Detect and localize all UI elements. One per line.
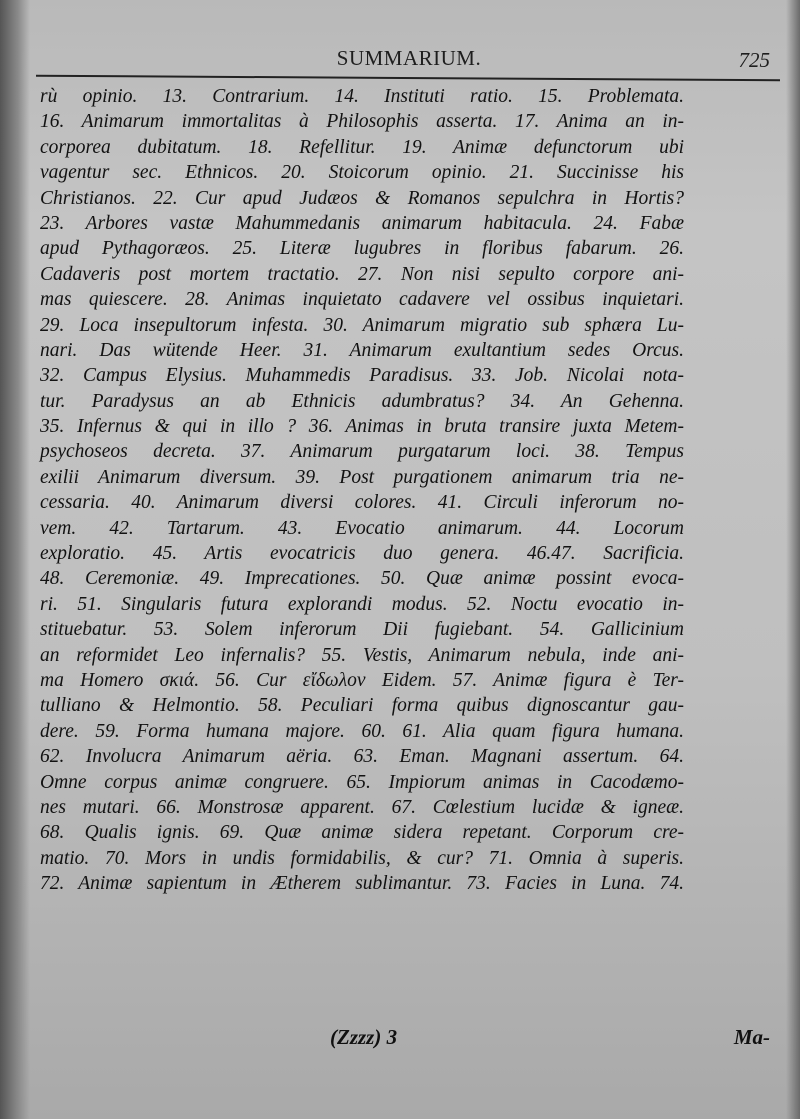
text-line: apud Pythagoræos. 25. Literæ lugubres in floribus fabarum. 26. (40, 238, 684, 260)
header-rule (36, 75, 780, 82)
text-line: an reformidet Leo infernalis? 55. Vestis, Animarum nebula, inde ani- (40, 644, 684, 666)
text-line: 16. Animarum immortalitas à Philosophis asserta. 17. Anima an in- (40, 111, 684, 133)
text-line: corporea dubitatum. 18. Refellitur. 19. Animæ defunctorum ubi (40, 136, 684, 158)
text-line: 68. Qualis ignis. 69. Quæ animæ sidera repetant. Corporum cre- (40, 822, 684, 844)
page-number: 725 (738, 48, 770, 72)
text-line: nari. Das wütende Heer. 31. Animarum exultantium sedes Orcus. (40, 339, 684, 361)
text-line: Omne corpus animæ congruere. 65. Impiorum animas in Cacodæmo- (40, 771, 684, 793)
text-line: tulliano & Helmontio. 58. Peculiari forma quibus dignoscantur gau- (40, 695, 684, 717)
text-line: mas quiescere. 28. Animas inquietato cadavere vel ossibus inquietari. (40, 289, 684, 311)
text-line: Cadaveris post mortem tractatio. 27. Non nisi sepulto corpore ani- (40, 263, 684, 285)
text-line: tur. Paradysus an ab Ethnicis adumbratus? 34. An Gehenna. (40, 390, 684, 412)
text-line: nes mutari. 66. Monstrosæ apparent. 67. Cœlestium lucidæ & igneæ. (40, 796, 684, 818)
text-line: 62. Involucra Animarum aëria. 63. Eman. Magnani assertum. 64. (40, 746, 684, 768)
text-line: ma Homero σκιά. 56. Cur εἴδωλον Eidem. 57. Animæ figura è Ter- (40, 669, 684, 691)
text-line: exilii Animarum diversum. 39. Post purgationem animarum tria ne- (40, 466, 684, 488)
running-title: SUMMARIUM. (336, 46, 482, 70)
text-line: rù opinio. 13. Contrarium. 14. Instituti ratio. 15. Problemata. (40, 86, 684, 107)
page-header (40, 42, 778, 72)
text-line: 29. Loca insepultorum infesta. 30. Animarum migratio sub sphæra Lu- (40, 314, 684, 336)
text-line: exploratio. 45. Artis evocatricis duo genera. 46.47. Sacrificia. (40, 543, 684, 565)
text-line: 72. Animæ sapientum in Ætherem sublimantur. 73. Facies in Luna. 74. (40, 873, 684, 895)
text-line: Christianos. 22. Cur apud Judæos & Romanos sepulchra in Hortis? (40, 187, 684, 209)
text-line: 35. Infernus & qui in illo ? 36. Animas in bruta transire juxta Metem- (40, 416, 684, 438)
text-line: vem. 42. Tartarum. 43. Evocatio animarum. 44. Locorum (40, 517, 684, 539)
text-line: ri. 51. Singularis futura explorandi modus. 52. Noctu evocatio in- (40, 593, 684, 615)
text-line: psychoseos decreta. 37. Animarum purgatarum loci. 38. Tempus (40, 441, 684, 463)
signature-mark: (Zzzz) 3 (330, 1025, 398, 1049)
text-line: stituebatur. 53. Solem inferorum Dii fugiebant. 54. Gallicinium (40, 619, 684, 641)
text-line: 32. Campus Elysius. Muhammedis Paradisus. 33. Job. Nicolai nota- (40, 365, 684, 387)
text-line: matio. 70. Mors in undis formidabilis, & cur? 71. Omnia à superis. (40, 847, 684, 869)
text-line: cessaria. 40. Animarum diversi colores. 41. Circuli inferorum no- (40, 492, 684, 514)
summary-text (40, 84, 684, 897)
text-line: vagentur sec. Ethnicos. 20. Stoicorum opinio. 21. Succinisse his (40, 162, 684, 184)
text-line: 23. Arbores vastæ Mahummedanis animarum habitacula. 24. Fabæ (40, 212, 684, 234)
text-line: 48. Ceremoniæ. 49. Imprecationes. 50. Quæ animæ possint evoca- (40, 568, 684, 590)
catchword: Ma- (733, 1025, 770, 1049)
text-line: dere. 59. Forma humana majore. 60. 61. Alia quam figura humana. (40, 720, 684, 742)
page-footer (40, 1025, 770, 1055)
